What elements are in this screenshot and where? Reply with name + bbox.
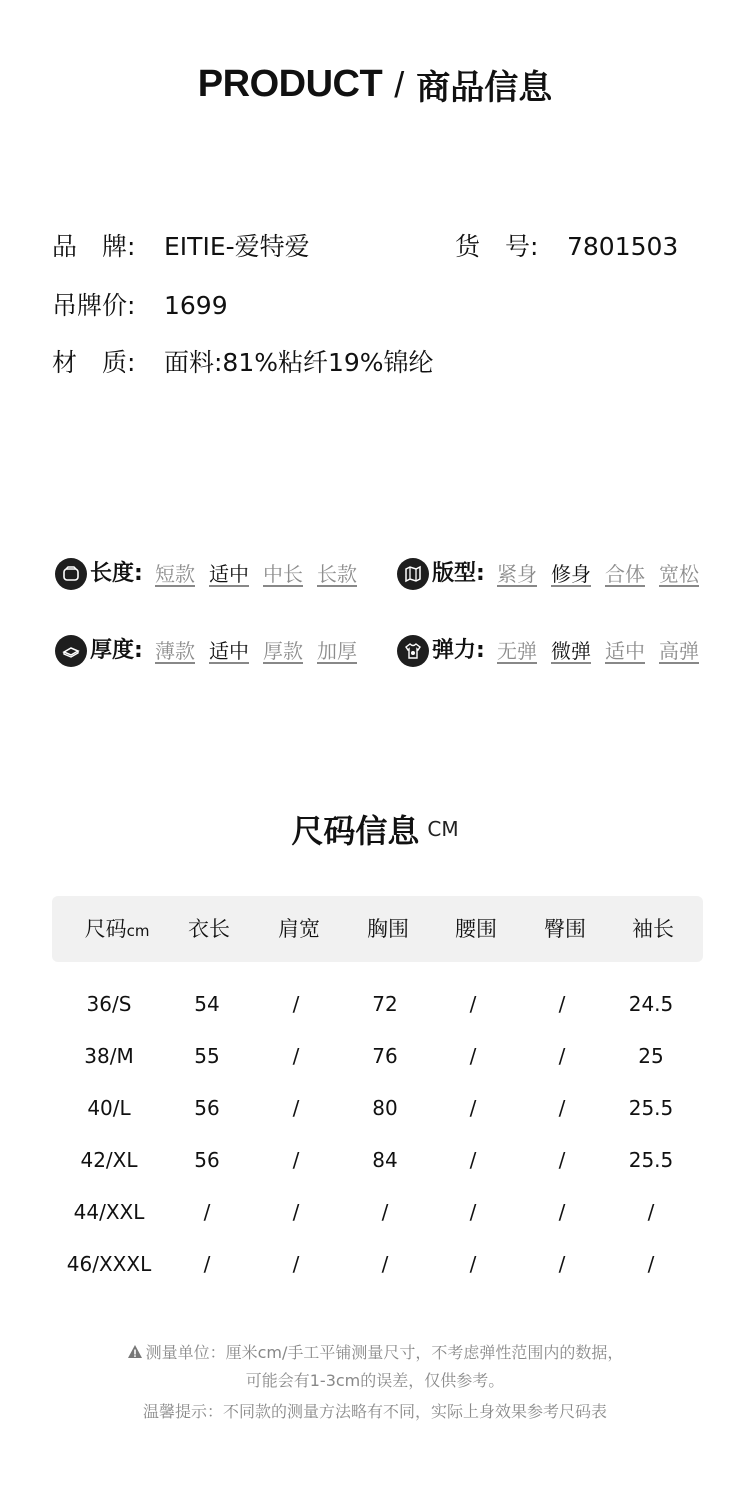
size-table-header: [52, 896, 703, 962]
attr-length-option: 长款: [317, 562, 357, 586]
cell-length: 56: [194, 1148, 220, 1172]
col-header-chest: 胸围: [367, 917, 409, 941]
warning-icon: [127, 1344, 143, 1360]
material-value: 面料:81%粘纤19%锦纶: [164, 348, 434, 377]
header-title-cn: 商品信息: [416, 68, 553, 108]
cell-length: /: [203, 1252, 211, 1276]
col-header-length: 衣长: [188, 917, 230, 941]
price-value: 1699: [164, 291, 228, 320]
cell-size: 38/M: [84, 1044, 134, 1068]
cell-chest: 80: [372, 1096, 398, 1120]
cell-hip: /: [558, 1096, 566, 1120]
header-title-en: PRODUCT: [197, 63, 383, 105]
attr-length-option: 中长: [263, 562, 303, 586]
attr-thickness-option: 加厚: [317, 639, 357, 663]
attr-fit-option: 紧身: [497, 562, 537, 586]
size-title-text: 尺码信息: [291, 812, 420, 850]
sku-row: [455, 227, 678, 267]
header-separator: /: [394, 63, 405, 105]
attr-elasticity: [397, 633, 717, 669]
shirt-stretch-icon: [397, 635, 429, 667]
cell-waist: /: [469, 992, 477, 1016]
cell-sleeve: /: [647, 1200, 655, 1224]
cell-shoulder: /: [292, 1148, 300, 1172]
material-label: 材 质:: [52, 348, 136, 377]
col-header-size: [85, 896, 150, 964]
attr-elasticity-option: 适中: [605, 639, 645, 663]
cell-chest: 76: [372, 1044, 398, 1068]
cell-shoulder: /: [292, 1252, 300, 1276]
attr-fit-label: 版型:: [432, 561, 485, 586]
attr-fit-option: 宽松: [659, 562, 699, 586]
cell-shoulder: /: [292, 1200, 300, 1224]
cell-size: 44/XXL: [73, 1200, 145, 1224]
attr-length-options: [155, 556, 357, 592]
cell-hip: /: [558, 1200, 566, 1224]
attr-fit: [397, 556, 717, 592]
cell-sleeve: /: [647, 1252, 655, 1276]
page-header: [0, 60, 750, 109]
attr-elasticity-option: 高弹: [659, 639, 699, 663]
attr-elasticity-options: [497, 633, 699, 669]
attr-thickness-option: 厚款: [263, 639, 303, 663]
table-row: [0, 1082, 750, 1134]
cell-hip: /: [558, 1148, 566, 1172]
cell-sleeve: 25.5: [628, 1148, 674, 1172]
brand-row: [52, 227, 310, 267]
col-header-sleeve: 袖长: [632, 917, 674, 941]
cell-waist: /: [469, 1252, 477, 1276]
cell-waist: /: [469, 1096, 477, 1120]
col-header-size-unit: cm: [126, 922, 150, 940]
cell-sleeve: 25: [638, 1044, 664, 1068]
attr-elasticity-option: 无弹: [497, 639, 537, 663]
col-header-size-text: 尺码: [84, 917, 127, 941]
sku-value: 7801503: [567, 232, 679, 261]
attr-thickness: [55, 633, 375, 669]
map-fit-icon: [397, 558, 429, 590]
table-row: [0, 978, 750, 1030]
cell-hip: /: [558, 1044, 566, 1068]
col-header-waist: 腰围: [455, 917, 497, 941]
price-label: 吊牌价:: [52, 291, 136, 320]
attr-elasticity-label: 弹力:: [432, 638, 485, 663]
attr-fit-options: [497, 556, 699, 592]
cell-chest: 72: [372, 992, 398, 1016]
attr-thickness-option: 薄款: [155, 639, 195, 663]
attr-length-label: 长度:: [90, 561, 143, 586]
cell-size: 40/L: [87, 1096, 131, 1120]
size-title-unit: CM: [427, 817, 459, 841]
attr-thickness-label: 厚度:: [90, 638, 143, 663]
attr-thickness-options: [155, 633, 357, 669]
cell-chest: /: [381, 1252, 389, 1276]
attr-fit-option-selected: 修身: [551, 562, 591, 586]
brand-label: 品 牌:: [52, 232, 136, 261]
table-row: [0, 1030, 750, 1082]
table-row: [0, 1134, 750, 1186]
cell-size: 46/XXXL: [66, 1252, 152, 1276]
cell-length: /: [203, 1200, 211, 1224]
cell-waist: /: [469, 1148, 477, 1172]
col-header-hip: 臀围: [544, 917, 586, 941]
attr-fit-option: 合体: [605, 562, 645, 586]
cell-length: 54: [194, 992, 220, 1016]
material-row: [52, 343, 434, 383]
cell-chest: 84: [372, 1148, 398, 1172]
cell-sleeve: 25.5: [628, 1096, 674, 1120]
cell-waist: /: [469, 1200, 477, 1224]
note-line-1-text: 测量单位：厘米cm/手工平铺测量尺寸，不考虑弹性范围内的数据，: [145, 1343, 624, 1362]
table-row: [0, 1238, 750, 1290]
cell-shoulder: /: [292, 992, 300, 1016]
cell-size: 42/XL: [80, 1148, 138, 1172]
attr-length-option: 短款: [155, 562, 195, 586]
cell-shoulder: /: [292, 1096, 300, 1120]
cell-hip: /: [558, 1252, 566, 1276]
note-line-1: [0, 1340, 750, 1363]
sku-label: 货 号:: [455, 232, 539, 261]
jacket-length-icon: [55, 558, 87, 590]
cell-shoulder: /: [292, 1044, 300, 1068]
table-row: [0, 1186, 750, 1238]
attr-elasticity-option-selected: 微弹: [551, 639, 591, 663]
cell-length: 55: [194, 1044, 220, 1068]
cell-length: 56: [194, 1096, 220, 1120]
cell-hip: /: [558, 992, 566, 1016]
size-section-title: [0, 806, 750, 852]
cell-sleeve: 24.5: [628, 992, 674, 1016]
note-line-3: 温馨提示：不同款的测量方法略有不同，实际上身效果参考尺码表: [142, 1402, 607, 1421]
brand-value: EITIE-爱特爱: [164, 232, 310, 261]
attr-length-option-selected: 适中: [209, 562, 249, 586]
attr-thickness-option-selected: 适中: [209, 639, 249, 663]
fabric-thickness-icon: [55, 635, 87, 667]
col-header-shoulder: 肩宽: [278, 917, 320, 941]
cell-size: 36/S: [86, 992, 132, 1016]
price-row: [52, 286, 228, 326]
cell-waist: /: [469, 1044, 477, 1068]
cell-chest: /: [381, 1200, 389, 1224]
note-line-2: 可能会有1-3cm的误差，仅供参考。: [245, 1371, 505, 1390]
attr-length: [55, 556, 375, 592]
